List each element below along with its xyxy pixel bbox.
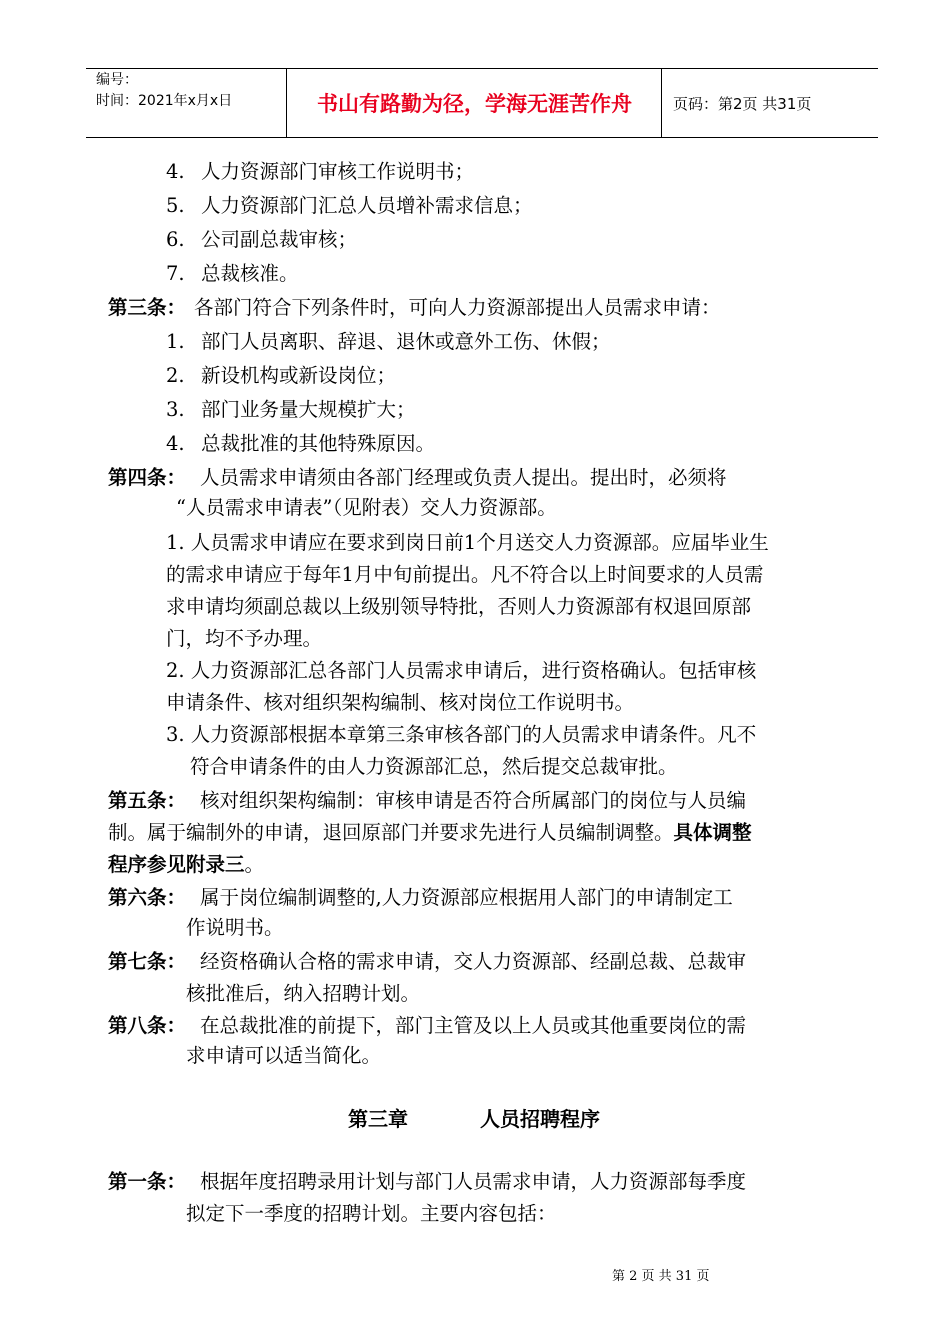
article-1-cont: 拟定下一季度的招聘计划。主要内容包括： <box>186 1202 557 1225</box>
paragraph-line: 门，均不予办理。 <box>166 627 323 650</box>
list-item: 2. 新设机构或新设岗位； <box>166 364 397 387</box>
article-label: 第四条： <box>108 466 187 489</box>
article-label: 第八条： <box>108 1014 187 1037</box>
list-item: 6. 公司副总裁审核； <box>166 228 358 251</box>
list-item: 4. 总裁批准的其他特殊原因。 <box>166 432 436 455</box>
article-label: 第一条： <box>108 1170 187 1193</box>
article-8: 第八条： 在总裁批准的前提下，部门主管及以上人员或其他重要岗位的需 <box>108 1014 747 1037</box>
article-label: 第七条： <box>108 950 187 973</box>
article-label: 第六条： <box>108 886 187 909</box>
article-6-cont: 作说明书。 <box>186 916 284 939</box>
header-page-label: 页码：第2页 共31页 <box>673 94 812 113</box>
list-item: 4. 人力资源部门审核工作说明书； <box>166 160 475 183</box>
article-5: 第五条： 核对组织架构编制：审核申请是否符合所属部门的岗位与人员编 <box>108 789 747 812</box>
chapter-title: 人员招聘程序 <box>480 1107 600 1131</box>
article-5-cont: 制。属于编制外的申请，退回原部门并要求先进行人员编制调整。具体调整 <box>108 821 752 844</box>
header-motto: 书山有路勤为径，学海无涯苦作舟 <box>288 69 662 137</box>
article-7: 第七条： 经资格确认合格的需求申请，交人力资源部、经副总裁、总裁审 <box>108 950 747 973</box>
paragraph-line: 符合申请条件的由人力资源部汇总，然后提交总裁审批。 <box>190 755 678 778</box>
article-8-cont: 求申请可以适当简化。 <box>186 1044 382 1067</box>
chapter-number: 第三章 <box>348 1107 408 1131</box>
page-footer: 第 2 页 共 31 页 <box>612 1269 710 1284</box>
paragraph-line: 2. 人力资源部汇总各部门人员需求申请后，进行资格确认。包括审核 <box>166 659 757 682</box>
article-5-cont: 程序参见附录三。 <box>108 853 265 876</box>
paragraph-line: 的需求申请应于每年1月中旬前提出。凡不符合以上时间要求的人员需 <box>166 563 764 586</box>
list-item: 7. 总裁核准。 <box>166 262 299 285</box>
article-7-cont: 核批准后，纳入招聘计划。 <box>186 982 421 1005</box>
paragraph-line: 求申请均须副总裁以上级别领导特批，否则人力资源部有权退回原部 <box>166 595 752 618</box>
paragraph-line: 1. 人员需求申请应在要求到岗日前1个月送交人力资源部。应届毕业生 <box>166 531 769 554</box>
article-1: 第一条： 根据年度招聘录用计划与部门人员需求申请，人力资源部每季度 <box>108 1170 747 1193</box>
page-header <box>86 68 878 138</box>
article-label: 第三条： <box>108 296 187 319</box>
list-item: 5. 人力资源部门汇总人员增补需求信息； <box>166 194 533 217</box>
paragraph-line: 3. 人力资源部根据本章第三条审核各部门的人员需求申请条件。凡不 <box>166 723 757 746</box>
article-6: 第六条： 属于岗位编制调整的,人力资源部应根据用人部门的申请制定工 <box>108 886 733 909</box>
header-number-label: 编号： <box>96 72 138 88</box>
article-3: 第三条： 各部门符合下列条件时，可向人力资源部提出人员需求申请： <box>108 296 721 319</box>
article-4: 第四条： 人员需求申请须由各部门经理或负责人提出。提出时，必须将 <box>108 466 727 489</box>
paragraph-line: 申请条件、核对组织架构编制、核对岗位工作说明书。 <box>166 691 635 714</box>
article-label: 第五条： <box>108 789 187 812</box>
list-item: 3. 部门业务量大规模扩大； <box>166 398 416 421</box>
header-meta-cell <box>86 69 287 137</box>
header-date-label: 时间：2021年x月x日 <box>96 93 233 109</box>
list-item: 1. 部门人员离职、辞退、退休或意外工伤、休假； <box>166 330 611 353</box>
article-4-cont: “人员需求申请表”（见附表）交人力资源部。 <box>176 496 557 519</box>
